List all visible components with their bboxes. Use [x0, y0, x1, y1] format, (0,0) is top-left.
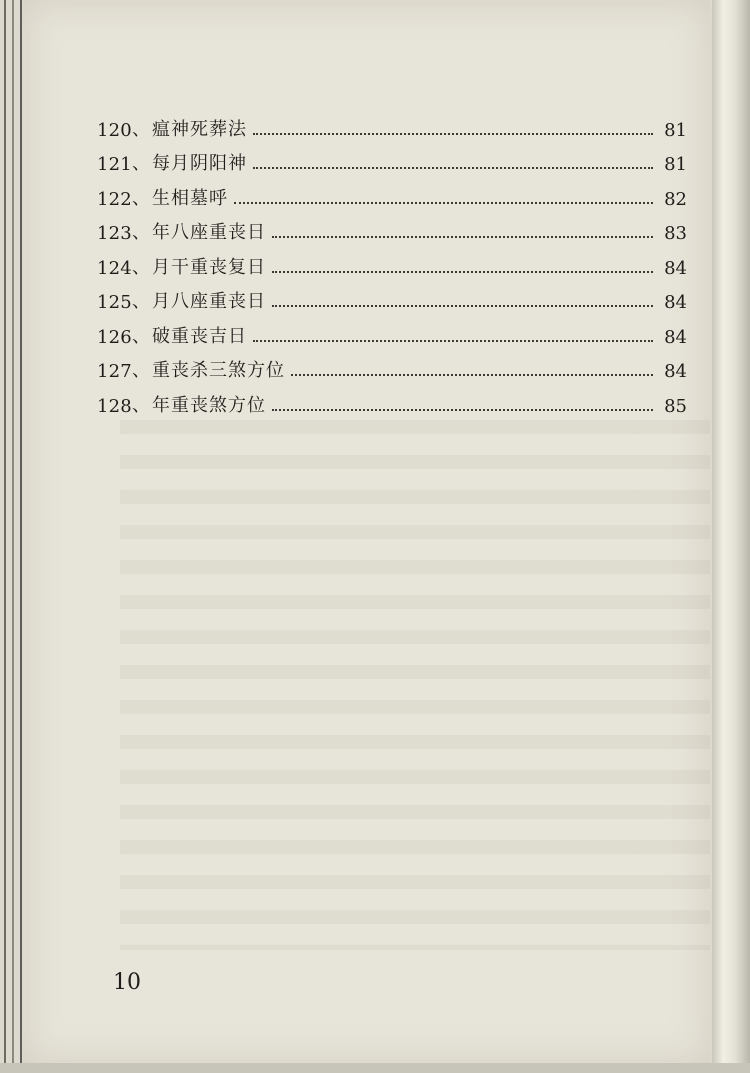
- entry-number: 128: [97, 395, 132, 417]
- entry-separator: 、: [131, 118, 150, 140]
- dot-leader: [272, 304, 653, 307]
- page-edge: [20, 0, 22, 1073]
- entry-separator: 、: [131, 360, 150, 381]
- entry-number: 127: [97, 361, 132, 382]
- entry-page-number: 84: [664, 326, 687, 348]
- dot-leader: [253, 166, 653, 169]
- dot-leader: [253, 339, 653, 342]
- entry-page-number: 82: [664, 188, 687, 210]
- entry-page-number: 84: [664, 292, 687, 313]
- entry-separator: 、: [131, 394, 150, 416]
- dot-leader: [253, 132, 653, 135]
- entry-title: 年重丧煞方位: [151, 394, 266, 416]
- toc-entry: [97, 141, 687, 176]
- bottom-page-edge: [0, 1063, 750, 1073]
- dot-leader: [272, 270, 653, 273]
- dot-leader: [272, 408, 653, 411]
- entry-number: 122: [97, 188, 132, 210]
- show-through-text: [120, 420, 710, 950]
- toc-entry: [97, 382, 687, 417]
- toc-entry: [97, 279, 687, 314]
- entry-page-number: 85: [664, 395, 687, 417]
- page-edge: [4, 0, 6, 1073]
- entry-separator: 、: [131, 187, 150, 209]
- entry-title: 月八座重丧日: [151, 291, 266, 312]
- toc-entry: [97, 313, 687, 348]
- entry-number: 121: [97, 154, 132, 175]
- toc-entry: [97, 210, 687, 245]
- entry-number: 124: [97, 257, 132, 279]
- dot-leader: [291, 373, 653, 376]
- toc-entry: [97, 244, 687, 279]
- page-edge: [12, 0, 14, 1073]
- entry-number: 126: [97, 326, 132, 348]
- entry-number: 120: [97, 119, 132, 141]
- entry-page-number: 83: [664, 223, 687, 244]
- dot-leader: [272, 235, 653, 238]
- entry-page-number: 81: [664, 119, 687, 141]
- right-page-edge: [712, 0, 750, 1073]
- entry-title: 年八座重丧日: [151, 222, 266, 243]
- toc-entry: [97, 348, 687, 383]
- entry-number: 125: [97, 292, 132, 313]
- entry-separator: 、: [131, 291, 150, 312]
- entry-title: 破重丧吉日: [151, 325, 247, 347]
- entry-separator: 、: [131, 325, 150, 347]
- entry-page-number: 81: [664, 154, 687, 175]
- entry-title: 生相墓呼: [151, 187, 228, 209]
- entry-page-number: 84: [664, 361, 687, 382]
- toc-entry: [97, 106, 687, 141]
- entry-number: 123: [97, 223, 132, 244]
- table-of-contents: [97, 106, 687, 417]
- entry-title: 瘟神死葬法: [151, 118, 247, 140]
- entry-separator: 、: [131, 222, 150, 243]
- entry-title: 重丧杀三煞方位: [151, 360, 285, 381]
- dot-leader: [234, 201, 653, 204]
- toc-entry: [97, 175, 687, 210]
- page-folio-number: 10: [113, 970, 141, 995]
- entry-title: 每月阴阳神: [151, 153, 247, 174]
- entry-separator: 、: [131, 153, 150, 174]
- entry-separator: 、: [131, 256, 150, 278]
- entry-title: 月干重丧复日: [151, 256, 266, 278]
- entry-page-number: 84: [664, 257, 687, 279]
